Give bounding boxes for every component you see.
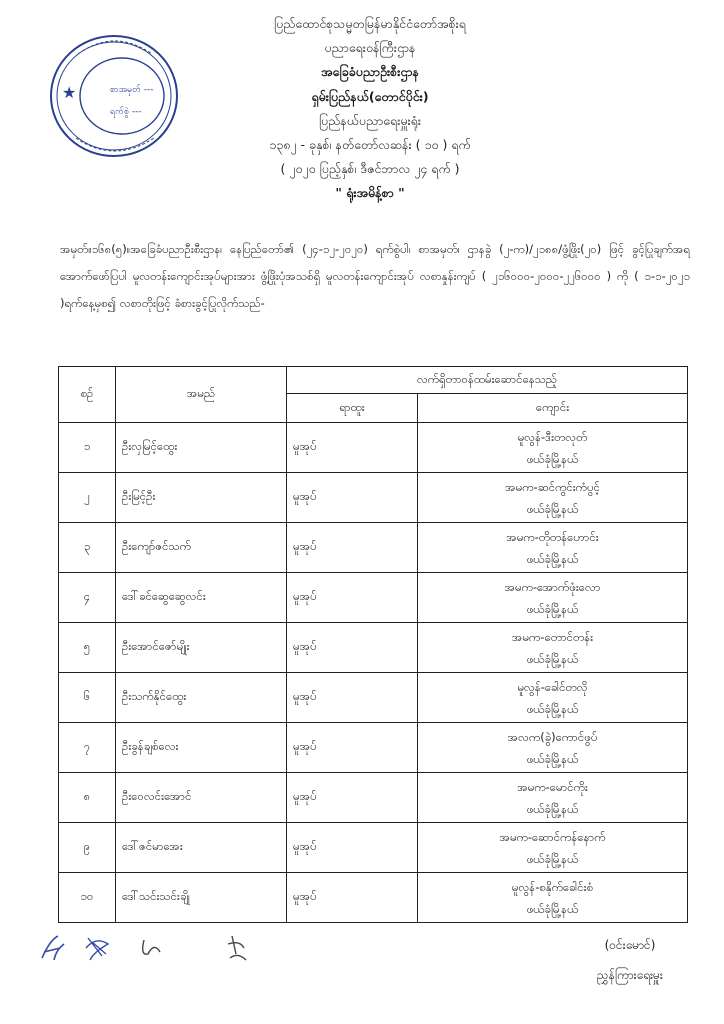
header-date-burmese: ၁၃၈၂ - ခုနှစ်၊ နတ်တော်လဆန်း ( ၁၀ ) ရက် [269, 137, 471, 153]
seal-date-field: ရက်စွဲ --- [110, 107, 142, 117]
table-row [59, 573, 688, 623]
row-school-cell [418, 623, 688, 673]
staff-table [58, 366, 688, 923]
row-school: အမက-တိုတန်ဟောင်း [506, 529, 599, 544]
row-name: ဦးမြင့်ဦး [116, 473, 287, 523]
row-township: ဖယ်ခုံမြို့နယ် [526, 851, 579, 866]
header-government: ပြည်ထောင်စုသမ္မတမြန်မာနိုင်ငံတော်အစိုးရ [274, 16, 466, 31]
row-township: ဖယ်ခုံမြို့နယ် [526, 901, 579, 916]
row-rank: မူအုပ် [287, 573, 418, 623]
table-row [59, 723, 688, 773]
col-header-no: စဉ် [59, 367, 116, 423]
table-row [59, 673, 688, 723]
row-rank: မူအုပ် [287, 823, 418, 873]
row-rank: မူအုပ် [287, 423, 418, 473]
signatory-name: (ဝင်းမောင်) [604, 938, 656, 952]
row-school: အမက-ဆင်ကွင်းကံပွင့် [505, 479, 600, 494]
row-rank: မူအုပ် [287, 673, 418, 723]
table-row [59, 423, 688, 473]
header-department: အခြေခံပညာဦးစီးဌာန [321, 64, 419, 80]
row-township: ဖယ်ခုံမြို့နယ် [526, 651, 579, 666]
row-school-cell [418, 723, 688, 773]
row-school-cell [418, 423, 688, 473]
row-rank: မူအုပ် [287, 473, 418, 523]
row-no: ၆ [59, 673, 116, 723]
row-township: ဖယ်ခုံမြို့နယ် [526, 501, 579, 516]
row-no: ၄ [59, 573, 116, 623]
row-township: ဖယ်ခုံမြို့နယ် [526, 601, 579, 616]
row-rank: မူအုပ် [287, 873, 418, 923]
table-row [59, 623, 688, 673]
table-row [59, 873, 688, 923]
row-school-cell [418, 823, 688, 873]
row-name: ဦးကျော်ဇင်သက် [116, 523, 287, 573]
row-school-cell [418, 523, 688, 573]
row-township: ဖယ်ခုံမြို့နယ် [526, 701, 579, 716]
table-row [59, 523, 688, 573]
header-office: ပြည်နယ်ပညာရေးမှူးရုံး [318, 112, 422, 128]
row-township: ဖယ်ခုံမြို့နယ် [526, 551, 579, 566]
row-rank: မူအုပ် [287, 773, 418, 823]
row-school-cell [418, 773, 688, 823]
col-header-rank: ရာထူး [287, 394, 418, 423]
row-school: အမက-တောင်တန်း [511, 629, 594, 644]
row-school: မူလွန်-ဒီးတလုတ် [517, 429, 588, 444]
initials-area [36, 930, 266, 966]
row-township: ဖယ်ခုံမြို့နယ် [526, 751, 579, 766]
row-name: ဦးခွန်ချစ်လေး [116, 723, 287, 773]
header-state: ရှမ်းပြည်နယ်(တောင်ပိုင်း) [311, 88, 429, 104]
row-rank: မူအုပ် [287, 723, 418, 773]
row-no: ၁ [59, 423, 116, 473]
row-name: ဦးလှမြင့်ထွေး [116, 423, 287, 473]
row-name: ဦးသက်နိုင်ထွေး [116, 673, 287, 723]
row-rank: မူအုပ် [287, 523, 418, 573]
handwritten-initials-icon [36, 930, 266, 966]
row-school-cell [418, 673, 688, 723]
row-no: ၈ [59, 773, 116, 823]
seal-number-field: စာအမှတ် --- [110, 85, 154, 95]
row-township: ဖယ်ခုံမြို့နယ် [526, 801, 579, 816]
row-school: မူလွန်-စနိုက်ခေါင်းစံ [511, 879, 594, 894]
row-school-cell [418, 473, 688, 523]
signatory-title: ညွှန်ကြားရေးမှူး [597, 968, 663, 982]
row-school-cell [418, 873, 688, 923]
col-header-name: အမည် [116, 367, 287, 423]
order-paragraph: အမှတ်။၁၆၈(၅)။အခြေခံပညာဦးစီးဌာန၊ နေပြည်တော်၏ (၂၄-၁၂-၂၀၂၀) ရက်စွဲပါ၊ စာအမှတ်၊ ဌာနခွဲ (၂-က)/၂၁၈၈/ဖွံ့ဖြိုး(၂၀) ဖြင့် ခွင့်ပြုချက်အရ အောက်ဖော်ပြပါ မူလတန်းကျောင်းအုပ်များအား ဖွံ့ဖြိုးပုံအသစ်ရှိ မူလတန်းကျောင်းအုပ် လစာနှုန်းကျပ် ( ၂၁၆၀၀၀-၂၀၀၀-၂၂၆၀၀၀ ) ကို ( ၁-၁-၂၀၂၁ )ရက်နေ့မှစ၍ လစာတိုးဖြင့် ခံစားခွင့်ပြုလိုက်သည်- [60, 242, 690, 310]
signature-block [560, 930, 700, 990]
row-no: ၉ [59, 823, 116, 873]
table-row [59, 473, 688, 523]
row-school-cell [418, 573, 688, 623]
header-date-gregorian: ( ၂၀၂၀ ပြည့်နှစ်၊ ဒီဇင်ဘာလ ၂၄ ရက် ) [280, 161, 460, 177]
row-no: ၅ [59, 623, 116, 673]
table-row [59, 823, 688, 873]
row-school: မူလွန်-ခေါင်တလို [517, 679, 588, 694]
row-no: ၇ [59, 723, 116, 773]
row-school: အမက-အောက်ဖုံးလော [504, 579, 601, 594]
row-name: ဦးအောင်ဇော်မျိုး [116, 623, 287, 673]
row-no: ၃ [59, 523, 116, 573]
table-row [59, 773, 688, 823]
row-name: ဒေါ်ဇင်မာအေး [116, 823, 287, 873]
document-title: " ရုံးအမိန့်စာ " [335, 185, 405, 201]
col-header-current-post: လက်ရှိတာဝန်ထမ်းဆောင်နေသည့် [287, 367, 688, 394]
header-ministry: ပညာရေးဝန်ကြီးဌာန [324, 40, 416, 56]
office-seal [48, 32, 180, 160]
row-school: အမက-မောင်ကိုး [517, 779, 588, 794]
row-township: ဖယ်ခုံမြို့နယ် [526, 451, 579, 466]
row-school: အမက-ဆောင်ကန်နောက် [499, 829, 606, 844]
row-name: ဒေါ်သင်းသင်းချို [116, 873, 287, 923]
col-header-school: ကျောင်း [418, 394, 688, 423]
row-no: ၂ [59, 473, 116, 523]
row-rank: မူအုပ် [287, 623, 418, 673]
row-name: ဒေါ်ခင်ဆွေဆွေလင်း [116, 573, 287, 623]
row-name: ဦးဝေလင်းအောင် [116, 773, 287, 823]
row-school: အလက(ခွဲ)ကောင်ဖွပ် [507, 729, 598, 744]
svg-text:★: ★ [62, 83, 77, 102]
document-header [180, 12, 560, 206]
row-no: ၁၀ [59, 873, 116, 923]
